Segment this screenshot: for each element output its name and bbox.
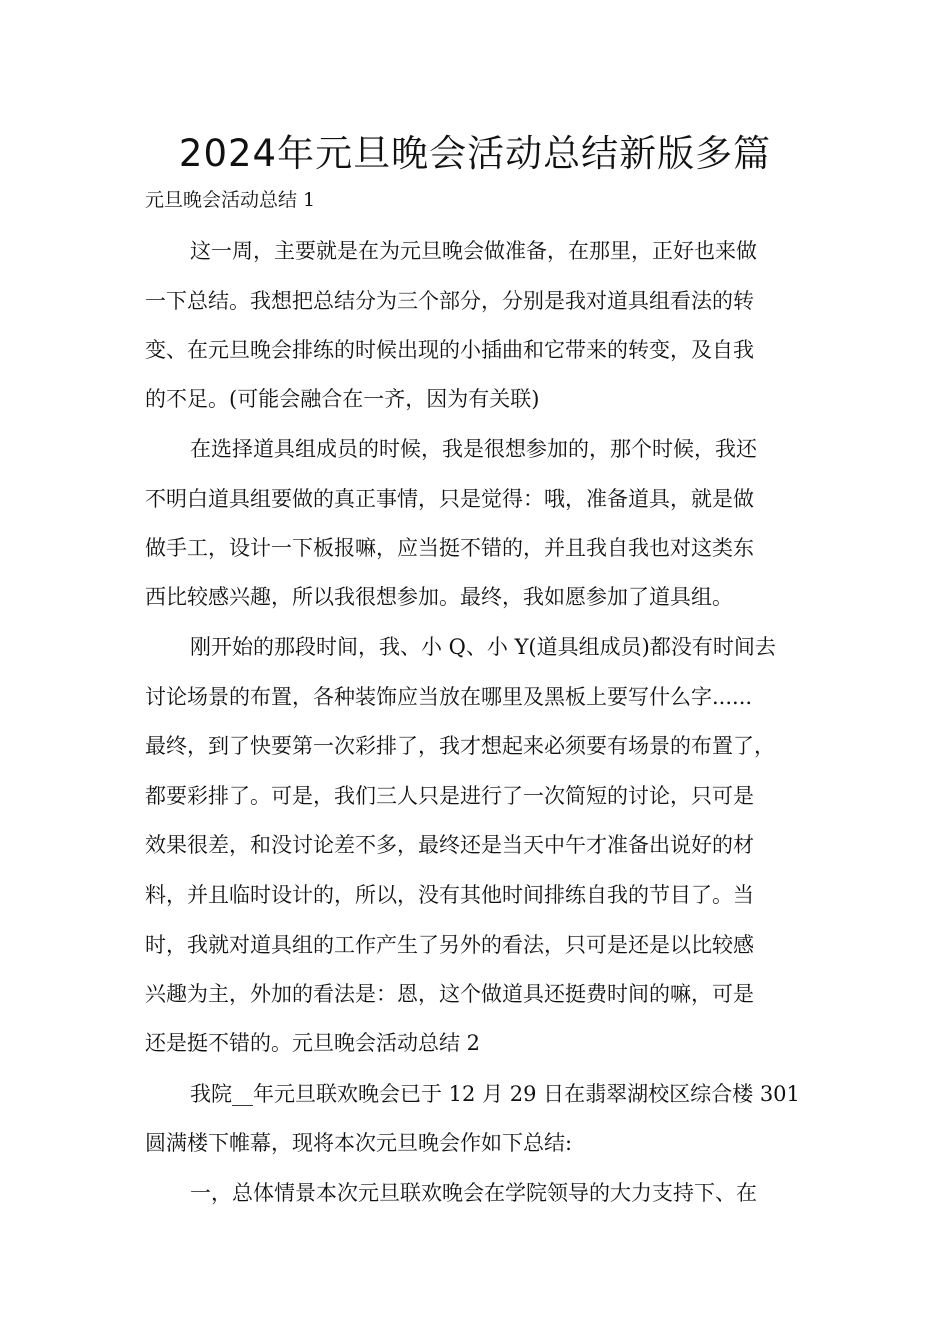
paragraph-line: 这一周，主要就是在为元旦晚会做准备，在那里，正好也来做 <box>190 239 757 263</box>
paragraph-line: 时，我就对道具组的工作产生了另外的看法，只可是还是以比较感 <box>145 933 754 957</box>
paragraph-line: 西比较感兴趣，所以我很想参加。最终，我如愿参加了道具组。 <box>145 585 733 609</box>
paragraph-line: 最终，到了快要第一次彩排了，我才想起来必须要有场景的布置了， <box>145 734 775 758</box>
paragraph-line: 效果很差，和没讨论差不多，最终还是当天中午才准备出说好的材 <box>145 833 754 857</box>
paragraph-line: 变、在元旦晚会排练的时候出现的小插曲和它带来的转变，及自我 <box>145 338 754 362</box>
paragraph-line: 在选择道具组成员的时候，我是很想参加的，那个时候，我还 <box>190 437 757 461</box>
document-title: 2024年元旦晚会活动总结新版多篇 <box>178 132 772 175</box>
paragraph-line: 一下总结。我想把总结分为三个部分，分别是我对道具组看法的转 <box>145 289 754 313</box>
paragraph-line: 做手工，设计一下板报嘛，应当挺不错的，并且我自我也对这类东 <box>145 536 754 560</box>
paragraph-line: 我院__年元旦联欢晚会已于 12 月 29 日在翡翠湖校区综合楼 301 <box>190 1082 800 1106</box>
paragraph-line: 都要彩排了。可是，我们三人只是进行了一次简短的讨论，只可是 <box>145 784 754 808</box>
paragraph-line: 兴趣为主，外加的看法是：恩，这个做道具还挺费时间的嘛，可是 <box>145 982 754 1006</box>
paragraph-line: 的不足。(可能会融合在一齐，因为有关联) <box>145 387 540 411</box>
paragraph-line: 料，并且临时设计的，所以，没有其他时间排练自我的节目了。当 <box>145 883 754 907</box>
section-heading-1: 元旦晚会活动总结 1 <box>145 189 316 211</box>
paragraph-line: 不明白道具组要做的真正事情，只是觉得：哦，准备道具，就是做 <box>145 487 754 511</box>
paragraph-line: 刚开始的那段时间，我、小 Q、小 Y(道具组成员)都没有时间去 <box>190 635 776 659</box>
paragraph-line: 还是挺不错的。元旦晚会活动总结 2 <box>145 1031 481 1055</box>
paragraph-line: 圆满楼下帷幕，现将本次元旦晚会作如下总结: <box>145 1131 573 1155</box>
paragraph-line: 一，总体情景本次元旦联欢晚会在学院领导的大力支持下、在 <box>190 1181 757 1205</box>
paragraph-line: 讨论场景的布置，各种装饰应当放在哪里及黑板上要写什么字...... <box>145 685 753 709</box>
